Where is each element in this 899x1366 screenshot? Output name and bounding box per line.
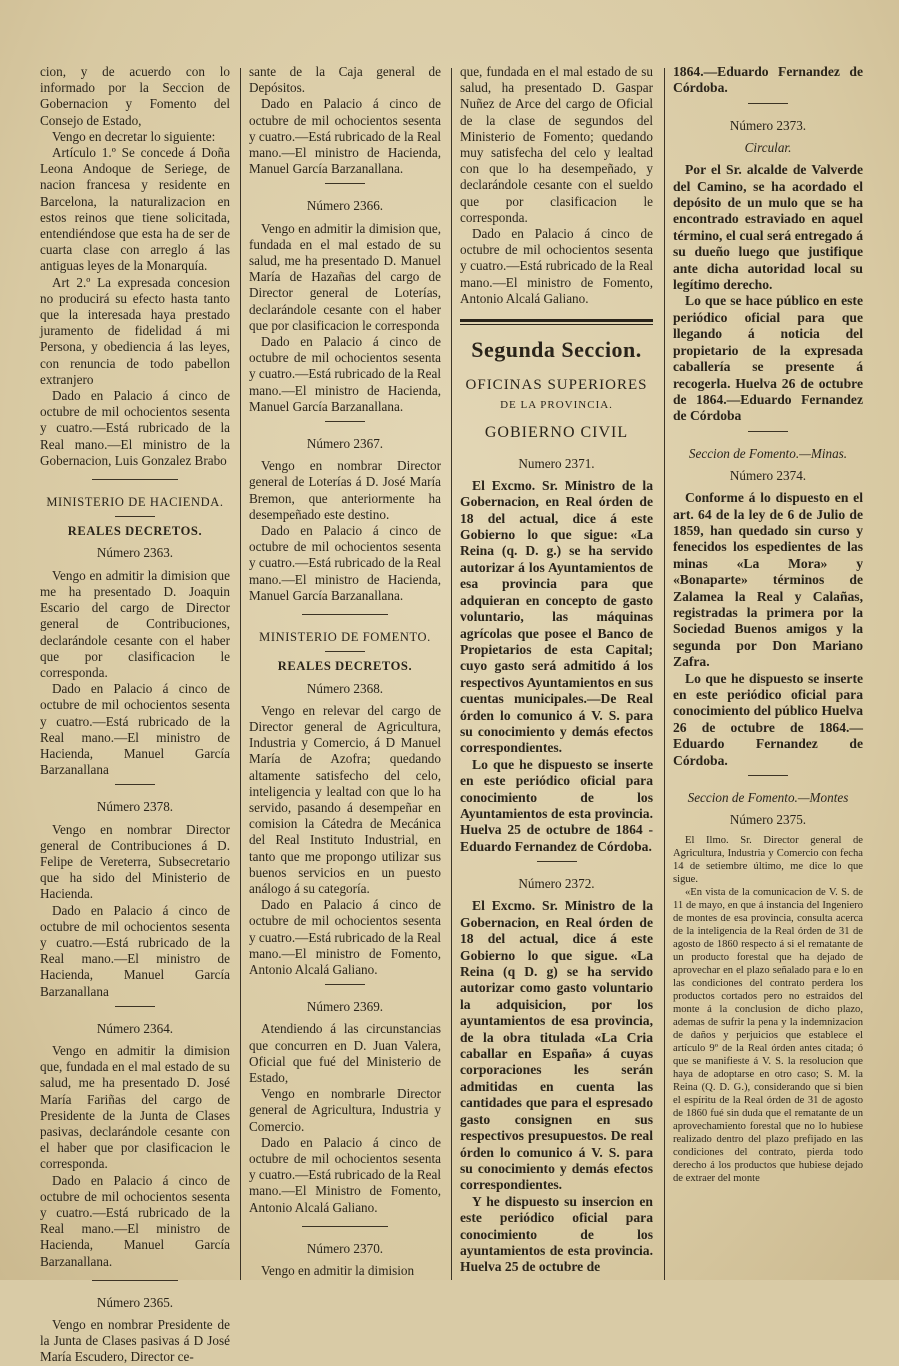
paragraph: Artículo 1.º Se concede á Doña Leona Andoque de Seriege, de nacion francesa y residente en Barcelona, la naturalizacion en estos reinos que tiene solicitada, entendiéndose que esta ha de ser de cuarta clase con arreglo á las antiguas leyes de la Monarquía. [40,145,230,274]
paragraph: Art 2.º La expresada concesion no producirá su efecto hasta tanto que la interesada haya prestado juramento de fidelidad á mi Persona, y obediencia á las leyes, con renuncia de todo pabellon extranjero [40,274,230,387]
decree-number: Número 2370. [306,1240,384,1256]
separator [325,984,365,985]
notice-number: Número 2373. [729,117,807,133]
paragraph: Dado en Palacio á cinco de octubre de mil ochocientos sesenta y cuatro.—Está rubricado de la Real mano.—El ministro de Hacienda, Manuel García Barzanallana. [249,334,441,414]
column-1 [40,64,230,1365]
decrees-heading: REALES DECRETOS. [67,524,203,539]
section-title: Segunda Seccion. [471,337,642,363]
decrees-heading: REALES DECRETOS. [277,659,413,674]
paragraph: que, fundada en el mal estado de su salud, ha presentado D. Gaspar Nuñez de Arce del cargo de Oficial de la clase de segundos del Ministerio de Fomento; quedando muy satisfecha del celo y lealtad con que lo ha desempeñado, y declarándole cesante con el sueldo que por clasificacion le corresponda. [460,64,653,225]
decree-number: Número 2364. [96,1020,174,1036]
paragraph: Vengo en relevar del cargo de Director general de Agricultura, Industria y Comercio, á D Manuel María de Azofra; quedando altamente satisfecho del celo, inteligencia y lealtad con que lo ha servido, pasando á desempeñar en comision la Cátedra de Mecánica del Real Instituto Industrial, en tanto que me propongo utilizar sus buenos servicios en un puesto análogo á su categoría. [249,702,441,896]
decree-number: Número 2369. [306,999,384,1015]
column-rule [664,68,665,1280]
separator [748,431,788,432]
section-label: Seccion de Fomento.—Montes [687,790,849,806]
paragraph: Atendiendo á las circunstancias que concurren en D. Juan Valera, Oficial que fué del Ministerio de Estado, [249,1021,441,1085]
government-heading: GOBIERNO CIVIL [484,424,629,442]
notice-number: Número 2375. [729,812,807,828]
decree-number: Número 2367. [306,436,384,452]
column-4 [673,64,863,1280]
separator [115,516,155,517]
paragraph: Conforme á lo dispuesto en el art. 64 de la ley de 6 de Julio de 1859, han quedado sin curso y fenecidos los espedientes de las minas «La Mora» y «Bonaparte» términos de Zalamea la Real y Calañas, registradas la primera por la Sociedad Buenos amigos y la segunda por Don Mariano Zafra. [673,490,863,670]
signature-line: 1864.—Eduardo Fernandez de Córdoba. [673,64,863,96]
ministry-heading: MINISTERIO DE FOMENTO. [259,630,431,645]
paragraph: El Excmo. Sr. Ministro de la Gobernacion, en Real órden de 18 del actual, dice á este Gobierno lo que sigue: «La Reina (q. D. g.) se ha servido autorizar á los Ayuntamientos de esa provincia para que adquieran en concepto de gasto voluntario, las máquinas agrícolas que posee el Banco de Propietarios de esta Capital; cuyo gasto será admitido á los respectivos Ayuntamientos en sus cuentas municipales.—De Real órden lo comunico á V. S. para su conocimiento y demás efectos correspondientes. [460,477,653,756]
column-2 [249,64,441,1280]
paragraph: Vengo en nombrarle Director general de Agricultura, Industria y Comercio. [249,1086,441,1134]
notice-number: Número 2374. [729,467,807,483]
paragraph: Dado en Palacio á cinco de octubre de mil ochocientos sesenta y cuatro.—Está rubricado de la Real mano.—El ministro de Hacienda, Manuel García Barzanallana [40,681,230,778]
paragraph: Por el Sr. alcalde de Valverde del Camino, se ha acordado el depósito de un mulo que se ha encontrado estraviado en aquel término, el cual será entregado á su dueño luego que justifique ante dicha autoridad local su legítimo derecho. [673,162,863,293]
column-rule [240,68,241,1280]
separator [748,775,788,776]
paragraph: Dado en Palacio á cinco de octubre de mil ochocientos sesenta y cuatro.—Está rubricado de la Real mano.—El ministro de Hacienda, Manuel García Barzanallana [40,902,230,999]
paragraph: Vengo en admitir la dimision que, fundada en el mal estado de su salud, me ha presentado D. Manuel María de Hazañas del cargo de Director general de Loterías, declarándole cesante con el haber que por clasificacion le corresponda [249,220,441,333]
ministry-heading: MINISTERIO DE HACIENDA. [46,495,224,510]
section-label: Seccion de Fomento.—Minas. [688,445,848,461]
paragraph: Vengo en nombrar Director general de Loterías á D. José María Bremon, que anteriormente ha desempeñado este destino. [249,458,441,522]
paragraph: Vengo en admitir la dimision que me ha presentado D. Joaquin Escario del cargo de Director general de Contribuciones, declarándole cesante con el haber que por clasificacion le corresponda. [40,567,230,680]
decree-number: Número 2368. [306,680,384,696]
separator [325,421,365,422]
column-rule [451,68,452,1280]
paragraph: Vengo en admitir la dimision [261,1263,415,1278]
circular-label: Circular. [744,140,792,156]
separator [302,1226,388,1227]
office-heading: OFICINAS SUPERIORES [465,377,648,394]
paragraph: «En vista de la comunicacion de V. S. de 11 de mayo, en que á instancia del Ingeniero de montes de esa provincia, consulta acerca de la inteligencia de la Real órden de 31 de agosto de 1860 respecto á si el rematante de un producto forestal que ha dejado de aprovechar en el plazo señalado para e lo en las condiciones del contrato perdera los productos cortados pero no estraidos del monte á la conclusion de dicho plazo, ademas de sufrir la pena y la indemnizacion de daños y perjuicios que establece el artículo 9º de la Real órden antes citada; ó que se manifieste á V. S. la resolucion que haya de adoptarse en otro caso; S. M. la Reina (Q. D. G.), considerando que si bien el espíritu de la Real órden de 31 de agosto de 1860 fué sin duda que el rematante de un aprovechamiento forestal que no lo hubiese realizado dentro del plazo prefijado en las condiciones del contrato, pierda todo derecho á los productos que hubiese dejado de extraer del monte [673,887,863,1185]
section-rule [460,324,653,325]
separator [537,861,577,862]
paragraph: Lo que he dispuesto se inserte en este periódico oficial para conocimiento de los Ayuntamientos de esta provincia. Huelva 25 de octubre de 1864 -Eduardo Fernandez de Córdoba. [460,756,653,854]
separator [325,651,365,652]
separator [115,784,155,785]
office-subheading: DE LA PROVINCIA. [500,399,613,412]
notice-number: Numero 2371. [518,455,595,471]
paragraph: Dado en Palacio á cinco de octubre de mil ochocientos sesenta y cuatro.—Está rubricado de la Real mano.—El ministro de Fomento, Antonio Alcalá Galiano. [460,226,653,306]
separator [748,103,788,104]
paragraph: sante de la Caja general de Depósitos. [249,64,441,96]
separator [92,1280,178,1281]
paragraph: Vengo en nombrar Director general de Contribuciones á D. Felipe de Vereterra, Subsecretario que ha sido del Ministerio de Hacienda. [40,821,230,902]
separator [92,479,178,480]
separator [302,614,388,615]
decree-number: Número 2363. [96,545,174,561]
decree-number: Número 2365. [96,1294,174,1310]
paragraph: cion, y de acuerdo con lo informado por la Seccion de Gobernacion y Fomento del Consejo de Estado, [40,64,230,128]
notice-number: Número 2372. [518,876,595,892]
separator [115,1006,155,1007]
paragraph: Vengo en decretar lo siguiente: [52,128,216,144]
decree-number: Número 2366. [306,198,384,214]
column-3 [460,64,653,1280]
separator [325,183,365,184]
paragraph: Dado en Palacio á cinco de octubre de mil ochocientos sesenta y cuatro.—Está rubricado de la Real mano.—El Ministro de Fomento, Antonio Alcalá Galiano. [249,1134,441,1215]
paragraph: Vengo en nombrar Presidente de la Junta de Clases pasivas á D José María Escudero, Director ce- [40,1317,230,1365]
paragraph: Lo que he dispuesto se inserte en este periódico oficial para conocimiento del público Huelva 26 de octubre de 1864.—Eduardo Fernandez de Córdoba. [673,670,863,768]
paragraph: El Excmo. Sr. Ministro de la Gobernacion, en Real órden de 18 del actual, dice á este Gobierno lo que sigue. «La Reina (q D. g) se ha servido autorizar como gasto voluntario la adquisicion, por los ayuntamientos de esa provincia, de la obra titulada «La Cria caballar en España» á cuyas corporaciones les serán admitidas en cuenta las cantidades que para el espresado gasto consignen en sus respectivos presupuestos. De real órden lo comunico á V. S. para su conocimiento y demás efectos correspondientes. [460,898,653,1193]
paragraph: Vengo en admitir la dimision que, fundada en el mal estado de su salud, me ha presentado D. José María Fariñas del cargo de Presidente de la Junta de Clases pasivas, declarándole cesante con el haber que por clasificacion le corresponda. [40,1042,230,1172]
paragraph: Dado en Palacio á cinco de octubre de mil ochocientos sesenta y cuatro.—Está rubricado de la Real mano.—El ministro de la Gobernacion, Luis Gonzalez Brabo [40,388,230,468]
decree-number: Número 2378. [96,799,174,815]
paragraph: El Ilmo. Sr. Director general de Agricultura, Industria y Comercio con fecha 14 de setiembre último, me dice lo que sigue. [673,835,863,886]
paragraph: Lo que se hace público en este periódico oficial para que llegando á noticia del propietario de la expresada caballería se presente á recogerla. Huelva 26 de octubre de 1864.—Eduardo Fernandez de Córdoba [673,293,863,424]
paragraph: Dado en Palacio á cinco de octubre de mil ochocientos sesenta y cuatro.—Está rubricado de la Real mano.—El ministro de Hacienda, Manuel García Barzanallana. [249,96,441,177]
paragraph: Y he dispuesto su insercion en este periódico oficial para conocimiento de los ayuntamientos de esta provincia. Huelva 25 de octubre de [460,1193,653,1275]
section-rule [460,319,653,322]
paragraph: Dado en Palacio á cinco de octubre de mil ochocientos sesenta y cuatro.—Está rubricado de la Real mano.—El ministro de Fomento, Antonio Alcalá Galiano. [249,897,441,977]
paragraph: Dado en Palacio á cinco de octubre de mil ochocientos sesenta y cuatro.—Está rubricado de la Real mano.—El ministro de Hacienda, Manuel García Barzanallana. [249,523,441,603]
paragraph: Dado en Palacio á cinco de octubre de mil ochocientos sesenta y cuatro.—Está rubricado de la Real mano.—El ministro de Hacienda, Manuel García Barzanallana. [40,1172,230,1269]
